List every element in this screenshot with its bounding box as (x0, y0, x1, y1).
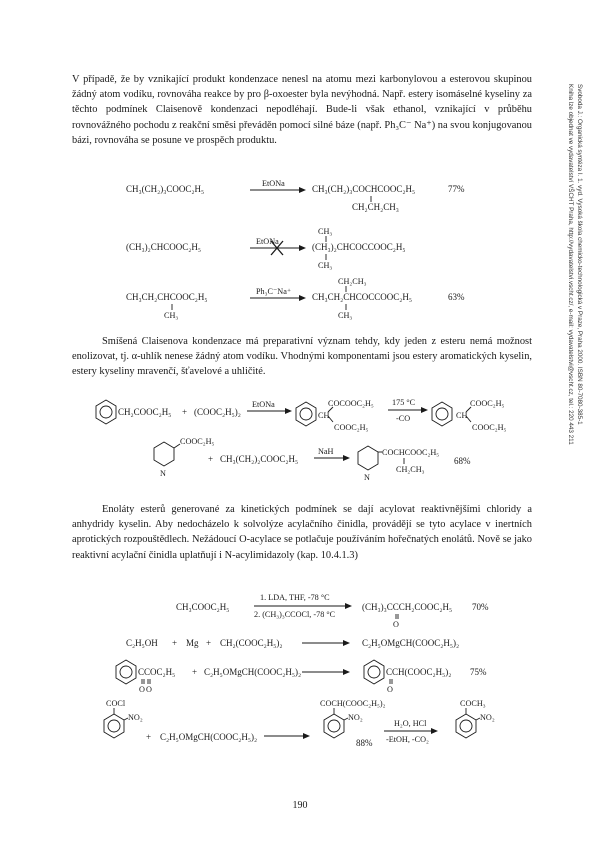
r4-plus: + (146, 732, 152, 742)
r2-n: N (160, 469, 166, 478)
r4-reagent: C₂H₅OMgCH(COOC₂H₅)₂ (160, 732, 258, 742)
r1-reactant: CH₃(CH₂)₃COOC₂H₅ (126, 184, 205, 194)
r3-o1: O (139, 685, 145, 694)
r2-reagent: EtONa (256, 237, 279, 246)
r1-cond: EtONa (252, 400, 275, 409)
r1-plus: + (182, 407, 188, 417)
r2-plus1: + (172, 638, 178, 648)
r1-product-sub: CH₂CH₂CH₃ (352, 202, 399, 212)
r2-c: CH₂(COOC₂H₅)₂ (220, 638, 283, 648)
r1-reagent: EtONa (262, 179, 285, 188)
r1-yield: 77% (448, 184, 465, 194)
r1-reactant: CH₂COOC₂H₅ (118, 407, 172, 417)
r1-cond-bot: 2. (CH₃)₃CCOCl, -78 °C (254, 610, 336, 619)
r3-product-o: O (387, 685, 393, 694)
r3-plus: + (192, 667, 198, 677)
benzene-ring-1 (96, 400, 116, 424)
benzene-ring-3 (432, 402, 452, 426)
r2-yield: 68% (454, 456, 471, 466)
r2-reactant-sub: COOC₂H₅ (180, 437, 215, 446)
r1-reactant: CH₃COOC₂H₅ (176, 602, 230, 612)
r2-prod-sub: CH₂CH₃ (396, 465, 425, 474)
r4-int-top: COCH(COOC₂H₅)₂ (320, 699, 386, 708)
r1-prod-mid: CH (456, 411, 468, 420)
r2-product: C₂H₅OMgCH(COOC₂H₅)₂ (362, 638, 460, 648)
r3-reagent: C₂H₅OMgCH(COOC₂H₅)₂ (204, 667, 302, 677)
r2-product: (CH₃)₂CHCOCCOOC₂H₅ (312, 242, 406, 252)
r1-reagent2: (COOC₂H₅)₂ (194, 407, 241, 417)
r2-reactant: (CH₃)₂CHCOOC₂H₅ (126, 242, 202, 252)
benzene-ring-2 (296, 402, 316, 426)
r4-cond-bot: -EtOH, -CO₂ (386, 735, 429, 744)
paragraph-mixed-claisen: Smíšená Claisenova kondenzace má preparativní význam tehdy, kdy jeden z esteru nemá možnost enolizovat, tj. α-uhlík nenese žádný atom vodíku. Vhodnými komponentami jsou estery aromatických kyselin, estery kyseliny mravenčí, šťavelové a uhličité. (72, 336, 532, 378)
r3-product-sub: CH₃ (338, 311, 353, 320)
r2-plus2: + (206, 638, 212, 648)
benzene-ring-7 (324, 714, 344, 738)
r2-prod-main: COCHCOOC₂H₅ (382, 448, 440, 457)
r1-cond2-bot: -CO (396, 414, 411, 423)
r4-reactant-top: COCl (106, 699, 126, 708)
page-number: 190 (292, 800, 308, 811)
r3-yield: 75% (470, 667, 487, 677)
scheme-mixed-claisen (0, 390, 600, 492)
r3-reactant: CH₃CH₂CHCOOC₂H₅ (126, 292, 208, 302)
r1-int-top: COCOOC₂H₅ (328, 399, 374, 408)
pyridine-ring-2 (358, 446, 378, 470)
r1-int-bot: COOC₂H₅ (334, 423, 369, 432)
sidebar-citation-line2: Kniha lze objednat ve vydavatelství VŠCHT Praha, http://vydavatelstvi.vscht.cz/, e-mail: vydavatelstvi@vscht.cz, tel.: 220 443 211 (567, 84, 574, 445)
r4-int-yield: 88% (356, 738, 373, 748)
r1-product: (CH₃)₃CCCH₂COOC₂H₅ (362, 602, 453, 612)
r2-a: C₂H₅OH (126, 638, 158, 648)
r3-product: CCH(COOC₂H₅)₂ (386, 667, 452, 677)
r1-cond2-top: 175 °C (392, 398, 416, 407)
r3-reactant: CCOC₂H₅ (138, 667, 176, 677)
scheme-acylation (0, 588, 600, 758)
scheme-claisen (0, 172, 600, 332)
sidebar-citation (548, 84, 584, 684)
r2-n2: N (364, 473, 370, 482)
r3-reactant-sub: CH₃ (164, 311, 179, 320)
r3-product: CH₃CH₂CHCOCCOOC₂H₅ (312, 292, 413, 302)
r4-prod-no2: NO₂ (480, 713, 495, 722)
r1-product: CH₃(CH₂)₃COCHCOOC₂H₅ (312, 184, 416, 194)
sidebar-citation-line1: Svoboda J.: Organická syntéza I. 1. vyd. Vysoká škola chemicko-technologická v Praze, Praha 2000. ISBN 80-7080-385-1 (576, 84, 583, 425)
r4-int-no2: NO₂ (348, 713, 363, 722)
benzene-ring-4 (116, 660, 136, 684)
r2-b: Mg (186, 638, 199, 648)
r2-product-top: CH₃ (318, 227, 333, 236)
r2-plus: + (208, 454, 214, 464)
benzene-ring-5 (364, 660, 384, 684)
r3-yield: 63% (448, 292, 465, 302)
benzene-ring-6 (104, 714, 124, 738)
r1-cond-top: 1. LDA, THF, -78 °C (260, 593, 330, 602)
paragraph-acylation: Enoláty esterů generované za kinetických podmínek se dají acylovat reaktivnějšími chloridy a anhydridy kyselin. Aby nedocházelo k solvolýze acylačního činidla, provádějí se tyto acylace v inertních aprotických rozpouštědlech. Nežádoucí O-acylace se potlačuje používáním hořečnatých enolátů. Nově se jako reaktivní acylační činidla uplatňují i N-acylimidazoly (kap. 10.4.1.3) (72, 504, 532, 561)
r3-product-top: CH₂CH₃ (338, 277, 367, 286)
pyridine-ring-1 (154, 442, 174, 466)
r4-reactant-no2: NO₂ (128, 713, 143, 722)
r1-product-o: O (393, 620, 399, 629)
r3-o2: O (146, 685, 152, 694)
r2-cond: NaH (318, 447, 334, 456)
r4-prod-top: COCH₃ (460, 699, 486, 708)
r2-product-sub: CH₃ (318, 261, 333, 270)
r1-prod-top: COOC₂H₅ (470, 399, 505, 408)
paragraph-intro: V případě, že by vznikající produkt kondenzace nenesl na atomu mezi karbonylovou a esterovou skupinou žádný atom vodíku, rovnováha reakce by pro β-oxoester byla nevýhodná. Např. estery isomáselné kyseliny za těchto podmínek Claisenově kondenzaci nepodléhají. Bude-li však ethanol, vznikající v průběhu rovnovážného pochodu z reakční směsi převáděn pomocí silné báze (např. Ph₃C⁻ Na⁺) na svou konjugovanou bázi, rovnováha se posune ve prospěch produktu. (72, 74, 532, 146)
r2-reagent2: CH₃(CH₂)₂COOC₂H₅ (220, 454, 299, 464)
r4-cond-top: H₂O, HCl (394, 719, 427, 728)
r3-reagent: Ph₃C⁻Na⁺ (256, 287, 292, 296)
benzene-ring-8 (456, 714, 476, 738)
r1-prod-bot: COOC₂H₅ (472, 423, 507, 432)
r1-yield: 70% (472, 602, 489, 612)
r1-int-mid: CH (318, 411, 330, 420)
